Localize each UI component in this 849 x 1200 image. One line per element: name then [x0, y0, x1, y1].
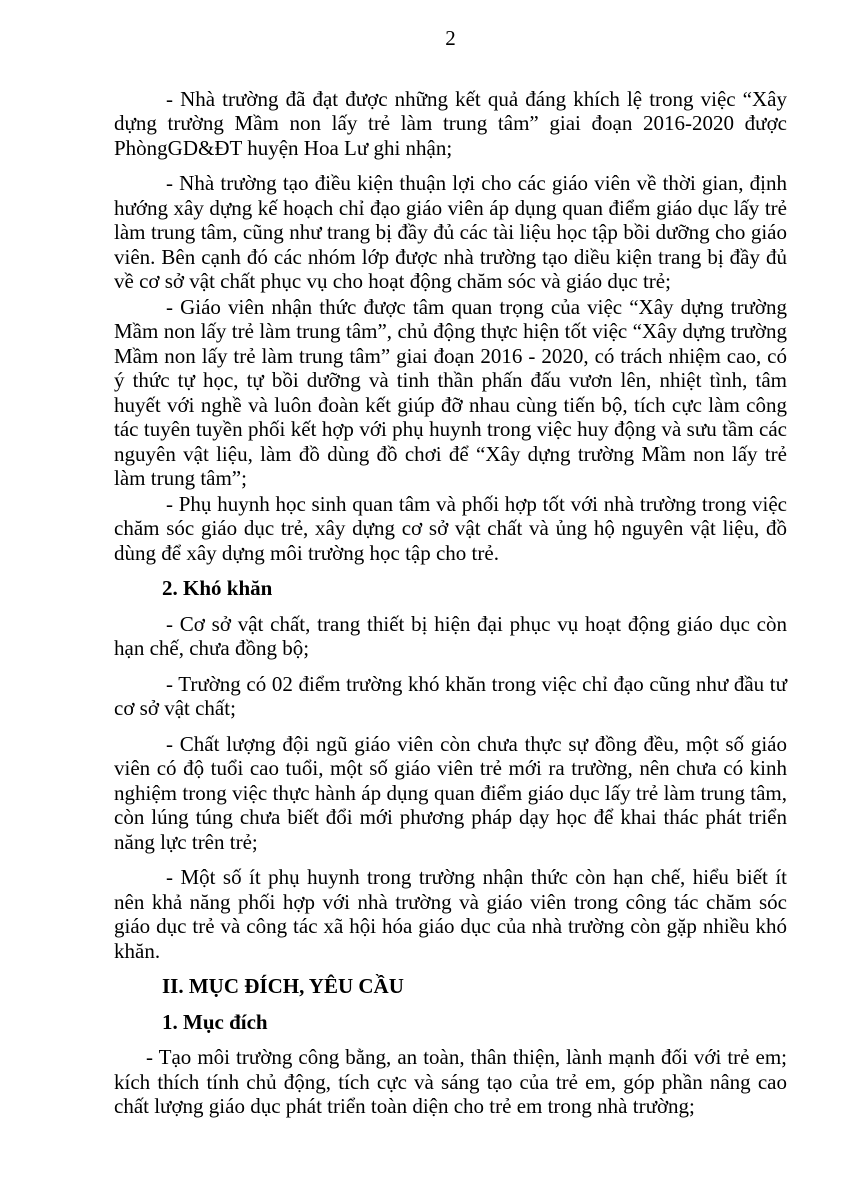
paragraph: - Giáo viên nhận thức được tâm quan trọng của việc “Xây dựng trường Mầm non lấy trẻ làm trung tâm”, chủ động thực hiện tốt việc “Xây dựng trường Mầm non lấy trẻ làm trung tâm” giai đoạn 2016 - 2020, có trách nhiệm cao, có ý thức tự học, tự bồi dưỡng và tinh thần phấn đấu vươn lên, nhiệt tình, tâm huyết với nghề và luôn đoàn kết giúp đỡ nhau cùng tiến bộ, tích cực làm công tác tuyên tuyền phối kết hợp với phụ huynh trong việc huy động và sưu tầm các nguyên vật liệu, làm đồ dùng đồ chơi để “Xây dựng trường Mầm non lấy trẻ làm trung tâm”;: [114, 294, 787, 490]
paragraph: - Nhà trường đã đạt được những kết quả đáng khích lệ trong việc “Xây dựng trường Mầm non lấy trẻ làm trung tâm” giai đoạn 2016-2020 được PhòngGD&ĐT huyện Hoa Lư ghi nhận;: [114, 86, 787, 160]
paragraph: - Tạo môi trường công bằng, an toàn, thân thiện, lành mạnh đối với trẻ em; kích thích tính chủ động, tích cực và sáng tạo của trẻ em, góp phần nâng cao chất lượng giáo dục phát triển toàn diện cho trẻ em trong nhà trường;: [114, 1045, 787, 1118]
paragraph: - Một số ít phụ huynh trong trường nhận thức còn hạn chế, hiểu biết ít nên khả năng phối hợp với nhà trường và giáo viên trong công tác chăm sóc giáo dục trẻ và công tác xã hội hóa giáo dục của nhà trường còn gặp nhiều khó khăn.: [114, 865, 787, 963]
section-heading-kho-khan: 2. Khó khăn: [162, 576, 273, 600]
section-heading-muc-dich: 1. Mục đích: [162, 1009, 268, 1034]
paragraph: - Trường có 02 điểm trường khó khăn trong việc chỉ đạo cũng như đầu tư cơ sở vật chất;: [114, 671, 787, 720]
paragraph: - Nhà trường tạo điều kiện thuận lợi cho các giáo viên về thời gian, định hướng xây dựng kế hoạch chỉ đạo giáo viên áp dụng quan điểm giáo dục lấy trẻ làm trung tâm, cũng như trang bị đầy đủ các tài liệu học tập bồi dưỡng cho giáo viên. Bên cạnh đó các nhóm lớp được nhà trường tạo diều kiện trang bị đầy đủ về cơ sở vật chất phục vụ cho hoạt động chăm sóc và giáo dục trẻ;: [114, 171, 787, 293]
page-number: 2: [445, 26, 456, 50]
paragraph: - Chất lượng đội ngũ giáo viên còn chưa thực sự đồng đều, một số giáo viên có độ tuổi cao tuổi, một số giáo viên trẻ mới ra trường, nên chưa có kinh nghiệm trong việc thực hành áp dụng quan điểm giáo dục lấy trẻ làm trung tâm, còn lúng túng chưa biết đổi mới phương pháp dạy học để khai thác phát triển năng lực trên trẻ;: [114, 731, 787, 854]
section-heading-muc-dich-yeu-cau: II. MỤC ĐÍCH, YÊU CẦU: [162, 974, 404, 998]
paragraph: - Phụ huynh học sinh quan tâm và phối hợp tốt với nhà trường trong việc chăm sóc giáo dục trẻ, xây dựng cơ sở vật chất và ủng hộ nguyên vật liệu, đồ dùng để xây dựng môi trường học tập cho trẻ.: [114, 491, 787, 565]
paragraph: - Cơ sở vật chất, trang thiết bị hiện đại phục vụ hoạt động giáo dục còn hạn chế, chưa đồng bộ;: [114, 611, 787, 660]
